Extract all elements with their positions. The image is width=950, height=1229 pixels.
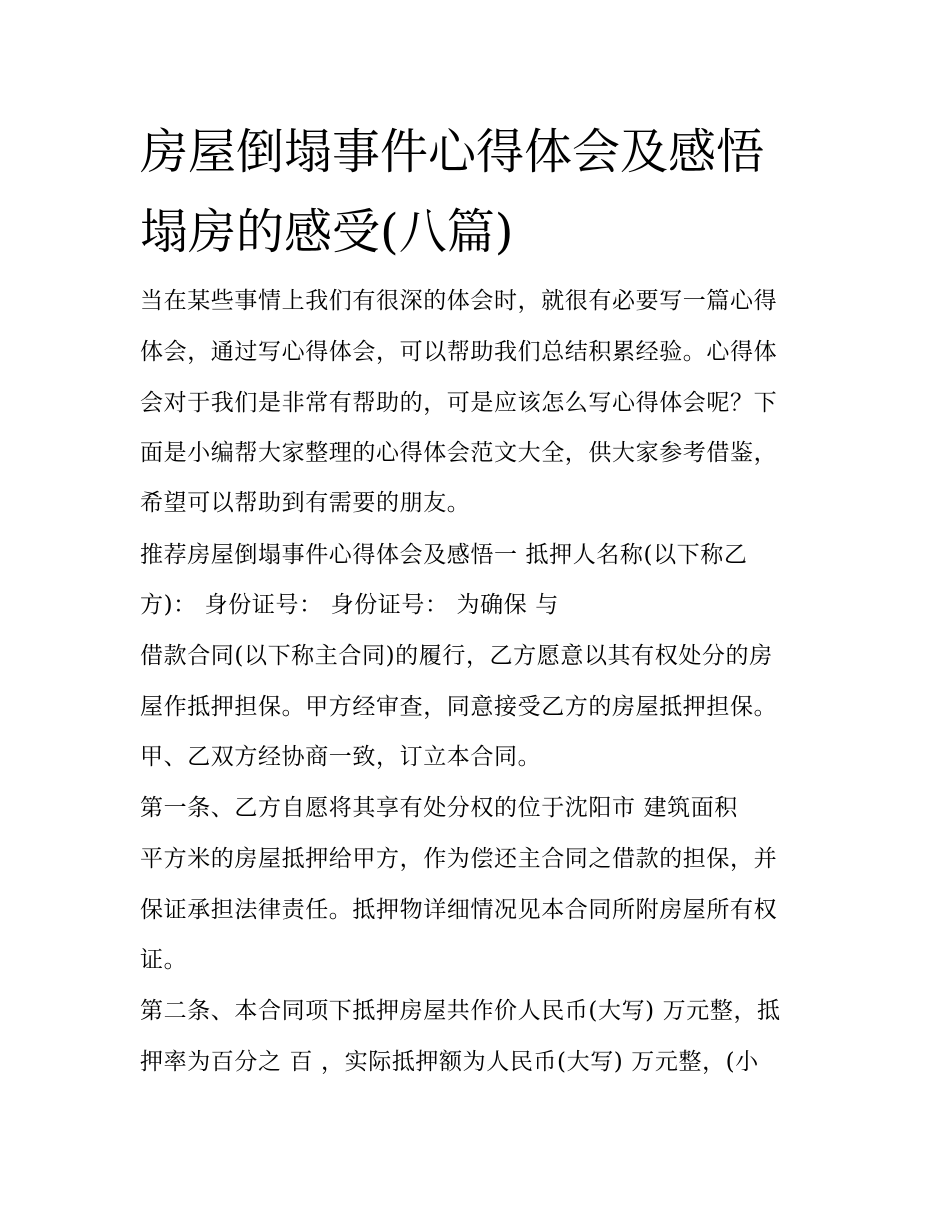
body-line: 保证承担法律责任。抵押物详细情况见本合同所附房屋所有权 [140, 897, 778, 923]
body-line: 方)： 身份证号： 身份证号： 为确保 与 [140, 592, 559, 618]
body-line: 第二条、本合同项下抵押房屋共作价人民币(大写) 万元整，抵 [140, 998, 781, 1024]
body-line: 甲、乙双方经协商一致，订立本合同。 [140, 744, 542, 770]
body-line: 体会，通过写心得体会，可以帮助我们总结积累经验。心得体 [140, 339, 778, 365]
title-line: 房屋倒塌事件心得体会及感悟 [140, 124, 765, 180]
title-line: 塌房的感受(八篇) [140, 204, 514, 260]
body-line: 押率为百分之 百 ，实际抵押额为人民币(大写) 万元整，(小 [140, 1049, 759, 1075]
body-line: 面是小编帮大家整理的心得体会范文大全，供大家参考借鉴， [140, 440, 778, 466]
body-line: 当在某些事情上我们有很深的体会时，就很有必要写一篇心得 [140, 288, 778, 314]
body-line: 平方米的房屋抵押给甲方，作为偿还主合同之借款的担保，并 [140, 846, 778, 872]
body-line: 屋作抵押担保。甲方经审查，同意接受乙方的房屋抵押担保。 [140, 694, 778, 720]
body-line: 希望可以帮助到有需要的朋友。 [140, 490, 471, 516]
document-title [140, 112, 820, 272]
body-line: 会对于我们是非常有帮助的，可是应该怎么写心得体会呢？下 [140, 390, 778, 416]
body-line: 证。 [140, 947, 188, 973]
body-line: 借款合同(以下称主合同)的履行，乙方愿意以其有权处分的房 [140, 643, 773, 669]
body-line: 推荐房屋倒塌事件心得体会及感悟一 抵押人名称(以下称乙 [140, 542, 748, 568]
body-line: 第一条、乙方自愿将其享有处分权的位于沈阳市 建筑面积 [140, 795, 738, 821]
